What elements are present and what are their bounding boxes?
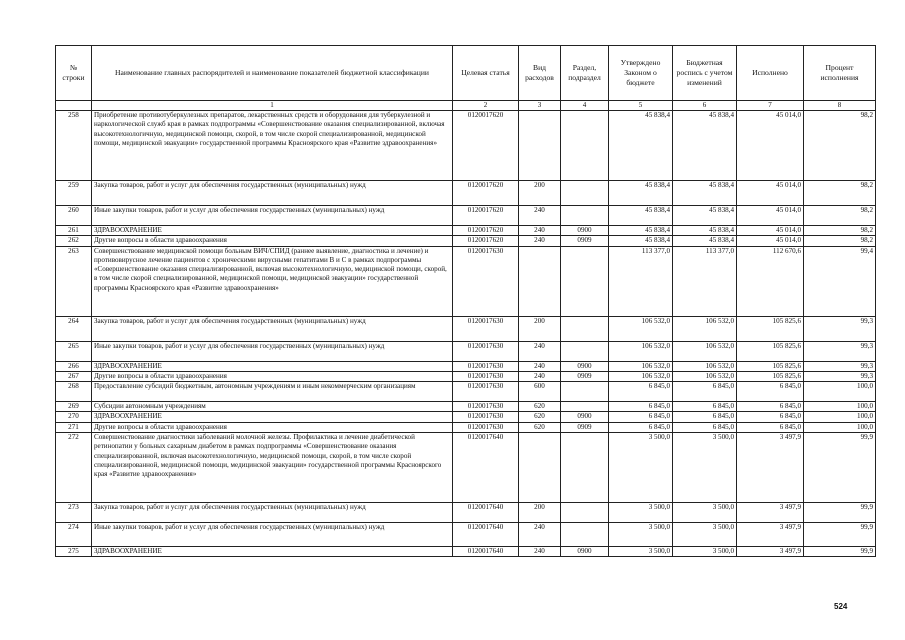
cell-approved: 106 532,0 (609, 316, 673, 341)
column-number: 7 (737, 101, 804, 111)
cell-expense-type: 240 (519, 361, 561, 371)
cell-expense-type: 240 (519, 226, 561, 236)
cell-budget-list: 113 377,0 (673, 246, 737, 316)
cell-approved: 3 500,0 (609, 433, 673, 503)
cell-row-number: 266 (56, 361, 92, 371)
header-section: Раздел, подраздел (561, 46, 609, 101)
cell-approved: 106 532,0 (609, 361, 673, 371)
cell-name: Приобретение противотуберкулезных препаратов, лекарственных средств и оборудования для туберкулезной и наркологической служб края в рамках подпрограммы «Совершенствование оказания специализированной, включая высокотехнологичную, медицинской помощи, скорой, в том числе скорой специализированной, медицинской помощи, медицинской эвакуации» государственной программы Красноярского края «Развитие здравоохранения» (92, 111, 453, 181)
cell-name: Совершенствование медицинской помощи больным ВИЧ/СПИД (раннее выявление, диагностика и лечение) и противовирусное лечение пациентов с хроническими вирусными гепатитами В и С в рамках подпрограммы «Совершенствование оказания специализированной, включая высокотехнологичную, медицинской помощи, скорой, в том числе скорой специализированной, медицинской помощи, медицинской эвакуации» государственной программы Красноярского края «Развитие здравоохранения» (92, 246, 453, 316)
cell-expense-type: 240 (519, 371, 561, 381)
column-number-row (56, 101, 876, 111)
cell-executed: 3 497,9 (737, 433, 804, 503)
cell-name: ЗДРАВООХРАНЕНИЕ (92, 412, 453, 422)
cell-executed: 45 014,0 (737, 181, 804, 206)
cell-name: ЗДРАВООХРАНЕНИЕ (92, 361, 453, 371)
header-approved: Утверждено Законом о бюджете (609, 46, 673, 101)
cell-executed: 45 014,0 (737, 111, 804, 181)
table-row (56, 422, 876, 432)
cell-row-number: 267 (56, 371, 92, 381)
page-number: 524 (834, 602, 848, 611)
cell-row-number: 272 (56, 433, 92, 503)
header-executed: Исполнено (737, 46, 804, 101)
cell-target: 0120017640 (453, 433, 519, 503)
cell-expense-type: 240 (519, 341, 561, 361)
table-row (56, 503, 876, 523)
cell-row-number: 273 (56, 503, 92, 523)
column-number: 3 (519, 101, 561, 111)
cell-percent: 99,3 (804, 361, 876, 371)
cell-percent: 98,2 (804, 181, 876, 206)
cell-row-number: 270 (56, 412, 92, 422)
budget-table (55, 45, 876, 557)
cell-target: 0120017640 (453, 503, 519, 523)
cell-target: 0120017630 (453, 402, 519, 412)
cell-row-number: 259 (56, 181, 92, 206)
cell-percent: 99,4 (804, 246, 876, 316)
table-row (56, 206, 876, 226)
table-row (56, 181, 876, 206)
cell-section (561, 382, 609, 402)
cell-expense-type: 240 (519, 206, 561, 226)
cell-target: 0120017630 (453, 246, 519, 316)
cell-section: 0900 (561, 226, 609, 236)
cell-section (561, 181, 609, 206)
cell-budget-list: 3 500,0 (673, 547, 737, 557)
cell-name: Совершенствование диагностики заболеваний молочной железы. Профилактика и лечение диабетической ретинопатии у больных сахарным диабетом в рамках подпрограммы «Совершенствование оказания специализированной, включая высокотехнологичную, медицинской помощи, скорой, в том числе скорой специализированной, медицинской помощи, медицинской эвакуации» государственной программы Красноярского края «Развитие здравоохранения» (92, 433, 453, 503)
cell-executed: 45 014,0 (737, 226, 804, 236)
table-row (56, 412, 876, 422)
cell-percent: 98,2 (804, 226, 876, 236)
cell-percent: 100,0 (804, 422, 876, 432)
header-expense-type: Вид расходов (519, 46, 561, 101)
cell-executed: 6 845,0 (737, 422, 804, 432)
cell-budget-list: 6 845,0 (673, 402, 737, 412)
cell-budget-list: 6 845,0 (673, 422, 737, 432)
cell-budget-list: 45 838,4 (673, 226, 737, 236)
cell-row-number: 263 (56, 246, 92, 316)
cell-approved: 6 845,0 (609, 402, 673, 412)
cell-approved: 106 532,0 (609, 371, 673, 381)
cell-section (561, 111, 609, 181)
cell-executed: 112 670,6 (737, 246, 804, 316)
cell-approved: 45 838,4 (609, 181, 673, 206)
budget-report-sheet (55, 45, 875, 557)
cell-executed: 6 845,0 (737, 412, 804, 422)
header-target: Целевая статья (453, 46, 519, 101)
column-number: 1 (92, 101, 453, 111)
cell-budget-list: 106 532,0 (673, 371, 737, 381)
cell-name: Закупка товаров, работ и услуг для обеспечения государственных (муниципальных) нужд (92, 181, 453, 206)
table-row (56, 402, 876, 412)
column-number: 5 (609, 101, 673, 111)
cell-approved: 6 845,0 (609, 422, 673, 432)
cell-row-number: 271 (56, 422, 92, 432)
cell-executed: 105 825,6 (737, 316, 804, 341)
cell-percent: 99,3 (804, 371, 876, 381)
cell-executed: 3 497,9 (737, 547, 804, 557)
cell-section (561, 316, 609, 341)
cell-expense-type: 200 (519, 181, 561, 206)
cell-target: 0120017640 (453, 547, 519, 557)
cell-expense-type (519, 433, 561, 503)
table-row (56, 236, 876, 246)
cell-approved: 6 845,0 (609, 382, 673, 402)
cell-executed: 6 845,0 (737, 382, 804, 402)
table-row (56, 341, 876, 361)
cell-expense-type: 240 (519, 523, 561, 547)
cell-section: 0900 (561, 361, 609, 371)
cell-row-number: 268 (56, 382, 92, 402)
cell-budget-list: 6 845,0 (673, 412, 737, 422)
cell-target: 0120017630 (453, 382, 519, 402)
cell-executed: 45 014,0 (737, 206, 804, 226)
cell-percent: 98,2 (804, 111, 876, 181)
cell-section: 0909 (561, 236, 609, 246)
header-budget-list: Бюджетная роспись с учетом изменений (673, 46, 737, 101)
cell-name: Субсидии автономным учреждениям (92, 402, 453, 412)
cell-percent: 100,0 (804, 382, 876, 402)
cell-budget-list: 45 838,4 (673, 181, 737, 206)
cell-target: 0120017630 (453, 371, 519, 381)
cell-name: Другие вопросы в области здравоохранения (92, 422, 453, 432)
cell-target: 0120017630 (453, 361, 519, 371)
cell-approved: 45 838,4 (609, 226, 673, 236)
cell-executed: 105 825,6 (737, 361, 804, 371)
cell-approved: 3 500,0 (609, 503, 673, 523)
cell-row-number: 265 (56, 341, 92, 361)
cell-target: 0120017640 (453, 523, 519, 547)
cell-target: 0120017620 (453, 236, 519, 246)
cell-section (561, 246, 609, 316)
table-row (56, 111, 876, 181)
cell-expense-type: 620 (519, 412, 561, 422)
cell-section (561, 523, 609, 547)
cell-name: ЗДРАВООХРАНЕНИЕ (92, 547, 453, 557)
cell-section: 0909 (561, 422, 609, 432)
cell-budget-list: 3 500,0 (673, 503, 737, 523)
header-name: Наименование главных распорядителей и наименование показателей бюджетной классификации (92, 46, 453, 101)
cell-expense-type: 200 (519, 316, 561, 341)
cell-row-number: 258 (56, 111, 92, 181)
cell-executed: 3 497,9 (737, 523, 804, 547)
cell-budget-list: 3 500,0 (673, 523, 737, 547)
cell-name: ЗДРАВООХРАНЕНИЕ (92, 226, 453, 236)
cell-target: 0120017630 (453, 341, 519, 361)
cell-executed: 105 825,6 (737, 371, 804, 381)
cell-section (561, 433, 609, 503)
cell-row-number: 262 (56, 236, 92, 246)
column-number: 2 (453, 101, 519, 111)
cell-percent: 99,9 (804, 523, 876, 547)
cell-approved: 106 532,0 (609, 341, 673, 361)
column-number: 6 (673, 101, 737, 111)
cell-percent: 100,0 (804, 402, 876, 412)
cell-section (561, 503, 609, 523)
table-row (56, 316, 876, 341)
cell-row-number: 275 (56, 547, 92, 557)
cell-row-number: 261 (56, 226, 92, 236)
cell-percent: 99,9 (804, 433, 876, 503)
cell-section (561, 341, 609, 361)
cell-expense-type: 240 (519, 236, 561, 246)
cell-approved: 3 500,0 (609, 523, 673, 547)
cell-target: 0120017620 (453, 206, 519, 226)
cell-row-number: 260 (56, 206, 92, 226)
cell-target: 0120017630 (453, 412, 519, 422)
column-number: 4 (561, 101, 609, 111)
cell-expense-type: 240 (519, 547, 561, 557)
table-body (56, 111, 876, 557)
cell-budget-list: 45 838,4 (673, 206, 737, 226)
column-number-blank (56, 101, 92, 111)
cell-approved: 113 377,0 (609, 246, 673, 316)
cell-expense-type: 620 (519, 402, 561, 412)
cell-expense-type: 200 (519, 503, 561, 523)
cell-executed: 105 825,6 (737, 341, 804, 361)
cell-percent: 98,2 (804, 206, 876, 226)
cell-approved: 6 845,0 (609, 412, 673, 422)
cell-approved: 45 838,4 (609, 236, 673, 246)
cell-row-number: 274 (56, 523, 92, 547)
cell-approved: 3 500,0 (609, 547, 673, 557)
table-row (56, 246, 876, 316)
cell-budget-list: 106 532,0 (673, 361, 737, 371)
header-percent: Процент исполнения (804, 46, 876, 101)
table-row (56, 361, 876, 371)
cell-percent: 99,9 (804, 547, 876, 557)
cell-section: 0900 (561, 412, 609, 422)
cell-executed: 6 845,0 (737, 402, 804, 412)
cell-row-number: 264 (56, 316, 92, 341)
cell-target: 0120017620 (453, 226, 519, 236)
table-row (56, 547, 876, 557)
cell-expense-type (519, 111, 561, 181)
table-row (56, 523, 876, 547)
cell-percent: 99,9 (804, 503, 876, 523)
cell-percent: 98,2 (804, 236, 876, 246)
cell-section: 0900 (561, 547, 609, 557)
cell-budget-list: 45 838,4 (673, 236, 737, 246)
cell-target: 0120017630 (453, 316, 519, 341)
cell-budget-list: 6 845,0 (673, 382, 737, 402)
cell-budget-list: 106 532,0 (673, 341, 737, 361)
cell-budget-list: 3 500,0 (673, 433, 737, 503)
table-header-row (56, 46, 876, 101)
cell-expense-type: 620 (519, 422, 561, 432)
table-row (56, 371, 876, 381)
cell-expense-type: 600 (519, 382, 561, 402)
cell-name: Иные закупки товаров, работ и услуг для обеспечения государственных (муниципальных) нужд (92, 206, 453, 226)
cell-name: Закупка товаров, работ и услуг для обеспечения государственных (муниципальных) нужд (92, 316, 453, 341)
cell-section: 0909 (561, 371, 609, 381)
cell-approved: 45 838,4 (609, 111, 673, 181)
cell-percent: 99,3 (804, 316, 876, 341)
cell-target: 0120017620 (453, 111, 519, 181)
cell-executed: 3 497,9 (737, 503, 804, 523)
header-row-no: № строки (56, 46, 92, 101)
cell-percent: 99,3 (804, 341, 876, 361)
table-row (56, 382, 876, 402)
cell-budget-list: 106 532,0 (673, 316, 737, 341)
cell-approved: 45 838,4 (609, 206, 673, 226)
table-row (56, 226, 876, 236)
cell-row-number: 269 (56, 402, 92, 412)
cell-percent: 100,0 (804, 412, 876, 422)
cell-target: 0120017630 (453, 422, 519, 432)
cell-executed: 45 014,0 (737, 236, 804, 246)
column-number: 8 (804, 101, 876, 111)
cell-name: Иные закупки товаров, работ и услуг для обеспечения государственных (муниципальных) нужд (92, 523, 453, 547)
cell-name: Иные закупки товаров, работ и услуг для обеспечения государственных (муниципальных) нужд (92, 341, 453, 361)
cell-budget-list: 45 838,4 (673, 111, 737, 181)
table-row (56, 433, 876, 503)
cell-name: Закупка товаров, работ и услуг для обеспечения государственных (муниципальных) нужд (92, 503, 453, 523)
cell-target: 0120017620 (453, 181, 519, 206)
cell-section (561, 402, 609, 412)
cell-section (561, 206, 609, 226)
cell-name: Предоставление субсидий бюджетным, автономным учреждениям и иным некоммерческим организациям (92, 382, 453, 402)
cell-name: Другие вопросы в области здравоохранения (92, 236, 453, 246)
cell-name: Другие вопросы в области здравоохранения (92, 371, 453, 381)
cell-expense-type (519, 246, 561, 316)
